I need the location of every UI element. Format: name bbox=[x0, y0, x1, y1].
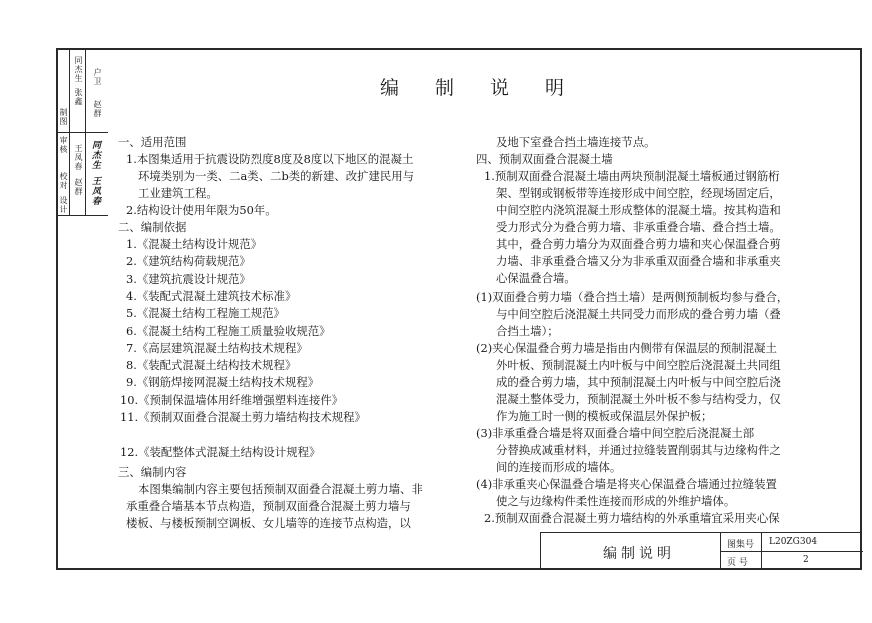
page-number: 2 bbox=[803, 555, 809, 565]
reference-name: 10.《预制保温墙体用纤维增强塑料连接件》 bbox=[120, 392, 344, 407]
signer-name-2: 张鑫 bbox=[74, 88, 83, 106]
paragraph-line: 受力形式分为叠合剪力墙、非承重叠合墙、叠合挡土墙。 bbox=[496, 220, 781, 234]
scope-item-1a: 1.本图集适用于抗震设防烈度8度及8度以下地区的混凝土 bbox=[126, 152, 414, 166]
reference-name: 9.《钢筋焊接网混凝土结构技术规程》 bbox=[126, 375, 320, 390]
title-block-name-cell bbox=[541, 533, 721, 570]
section-heading-content: 三、编制内容 bbox=[118, 465, 187, 479]
section-heading-basis: 二、编制依据 bbox=[118, 220, 187, 234]
paragraph-line: 外叶板、预制混凝土内叶板与中间空腔后浇混凝土共同组 bbox=[496, 358, 781, 372]
title-block bbox=[540, 532, 862, 570]
role-design-label: 设计 bbox=[59, 196, 68, 214]
paragraph-line: 合挡土墙）； bbox=[496, 324, 559, 338]
paragraph-line: 力墙、非承重叠合墙又分为非承重双面叠合墙和非承重夹 bbox=[496, 254, 781, 268]
reference-name: 6.《混凝土结构工程施工质量验收规范》 bbox=[126, 323, 331, 338]
paragraph-line: 中间空腔内浇筑混凝土形成整体的混凝土墙。按其构造和 bbox=[496, 203, 781, 217]
signer-name-3: 王凤春 bbox=[74, 144, 83, 171]
content-line-c: 楼板、与楼板预制空调板、女儿墙等的连接节点构造，以 bbox=[126, 516, 411, 530]
paragraph-line: 成的叠合剪力墙，其中预制混凝土内叶板与中间空腔后浇 bbox=[496, 375, 781, 389]
reference-name: 7.《高层建筑混凝土结构技术规程》 bbox=[126, 340, 308, 355]
paragraph-line: 混凝土整体受力，预制混凝土外叶板不参与结构受力，仅 bbox=[496, 392, 781, 406]
paragraph-line: 架、型钢或钢板带等连接形成中间空腔，经现场固定后， bbox=[496, 186, 781, 200]
content-line-b: 承重叠合墙基本节点构造，预制双面叠合混凝土剪力墙与 bbox=[126, 499, 411, 513]
reference-name: 12.《装配整体式混凝土结构设计规程》 bbox=[120, 444, 321, 459]
paragraph-line: (1)双面叠合剪力墙（叠合挡土墙）是两侧预制板均参与叠合， bbox=[476, 290, 789, 304]
paragraph-line: 1.预制双面叠合混凝土墙由两块预制混凝土墙板通过钢筋桁 bbox=[484, 169, 780, 183]
section-heading-walls: 四、预制双面叠合混凝土墙 bbox=[476, 152, 613, 166]
paragraph-line: 分替换成减重材料，并通过拉缝装置削弱其与边缘构件之 bbox=[496, 443, 781, 457]
signoff-strip bbox=[56, 48, 108, 216]
page-number-label: 页 号 bbox=[727, 558, 748, 568]
title-char: 制 bbox=[435, 77, 456, 99]
title-char: 编 bbox=[380, 77, 401, 99]
content-line-a: 本图集编制内容主要包括预制双面叠合混凝土剪力墙、非 bbox=[138, 482, 423, 496]
paragraph-line: 使之与边缘构件柔性连接而形成的外维护墙体。 bbox=[496, 494, 736, 508]
reference-name: 2.《建筑结构荷载规范》 bbox=[126, 254, 251, 269]
page-title bbox=[380, 73, 600, 100]
role-draw-label: 制图 bbox=[59, 108, 68, 126]
title-char: 明 bbox=[545, 77, 566, 99]
reference-name: 1.《混凝土结构设计规范》 bbox=[126, 237, 263, 251]
content-line-continued: 及地下室叠合挡土墙连接节点。 bbox=[496, 135, 656, 149]
title-char: 说 bbox=[490, 77, 511, 99]
signer-name-1: 同杰生 bbox=[74, 56, 83, 83]
signer-col2-name-2: 赵群 bbox=[93, 100, 102, 118]
paragraph-line: 心保温叠合墙。 bbox=[496, 271, 576, 285]
role-proofread-label: 校对 bbox=[59, 172, 68, 190]
reference-name: 11.《预制双面叠合混凝土剪力墙结构技术规程》 bbox=[120, 410, 366, 424]
paragraph-line: (3)非承重叠合墙是将双面叠合墙中间空腔后浇混凝土部 bbox=[476, 426, 755, 440]
paragraph-line: (4)非承重夹心保温叠合墙是将夹心保温叠合墙通过拉缝装置 bbox=[476, 477, 777, 491]
reference-name: 3.《建筑抗震设计规范》 bbox=[126, 271, 251, 286]
atlas-number-label: 图集号 bbox=[727, 540, 755, 550]
section-heading-scope: 一、适用范围 bbox=[118, 135, 187, 149]
scope-item-1b: 环境类别为一类、二a类、二b类的新建、改扩建民用与 bbox=[138, 169, 415, 183]
signature-2: 王凤春 bbox=[90, 176, 100, 206]
title-block-name: 编制说明 bbox=[603, 546, 675, 562]
reference-name: 4.《装配式混凝土建筑技术标准》 bbox=[126, 288, 297, 303]
signer-name-4: 赵群 bbox=[74, 178, 83, 196]
paragraph-line: 2.预制双面叠合混凝土剪力墙结构的外承重墙宜采用夹心保 bbox=[484, 511, 780, 525]
scope-item-1c: 工业建筑工程。 bbox=[138, 186, 218, 200]
signer-col2-name-1: 户卫 bbox=[93, 68, 102, 86]
paragraph-line: (2)夹心保温叠合剪力墙是指由内侧带有保温层的预制混凝土 bbox=[476, 341, 777, 355]
role-review-label: 审核 bbox=[59, 136, 68, 154]
reference-name: 5.《混凝土结构工程施工规范》 bbox=[126, 306, 285, 321]
paragraph-line: 其中，叠合剪力墙分为双面叠合剪力墙和夹心保温叠合剪 bbox=[496, 237, 781, 251]
paragraph-line: 与中间空腔后浇混凝土共同受力而形成的叠合剪力墙（叠 bbox=[496, 307, 781, 321]
atlas-number: L20ZG304 bbox=[769, 537, 818, 547]
paragraph-line: 间的连接而形成的墙体。 bbox=[496, 460, 622, 474]
scope-item-2: 2.结构设计使用年限为50年。 bbox=[126, 203, 277, 217]
reference-name: 8.《装配式混凝土结构技术规程》 bbox=[126, 358, 297, 373]
signature-1: 同杰生 bbox=[90, 140, 100, 170]
paragraph-line: 作为施工时一侧的模板或保温层外保护板； bbox=[496, 409, 713, 423]
